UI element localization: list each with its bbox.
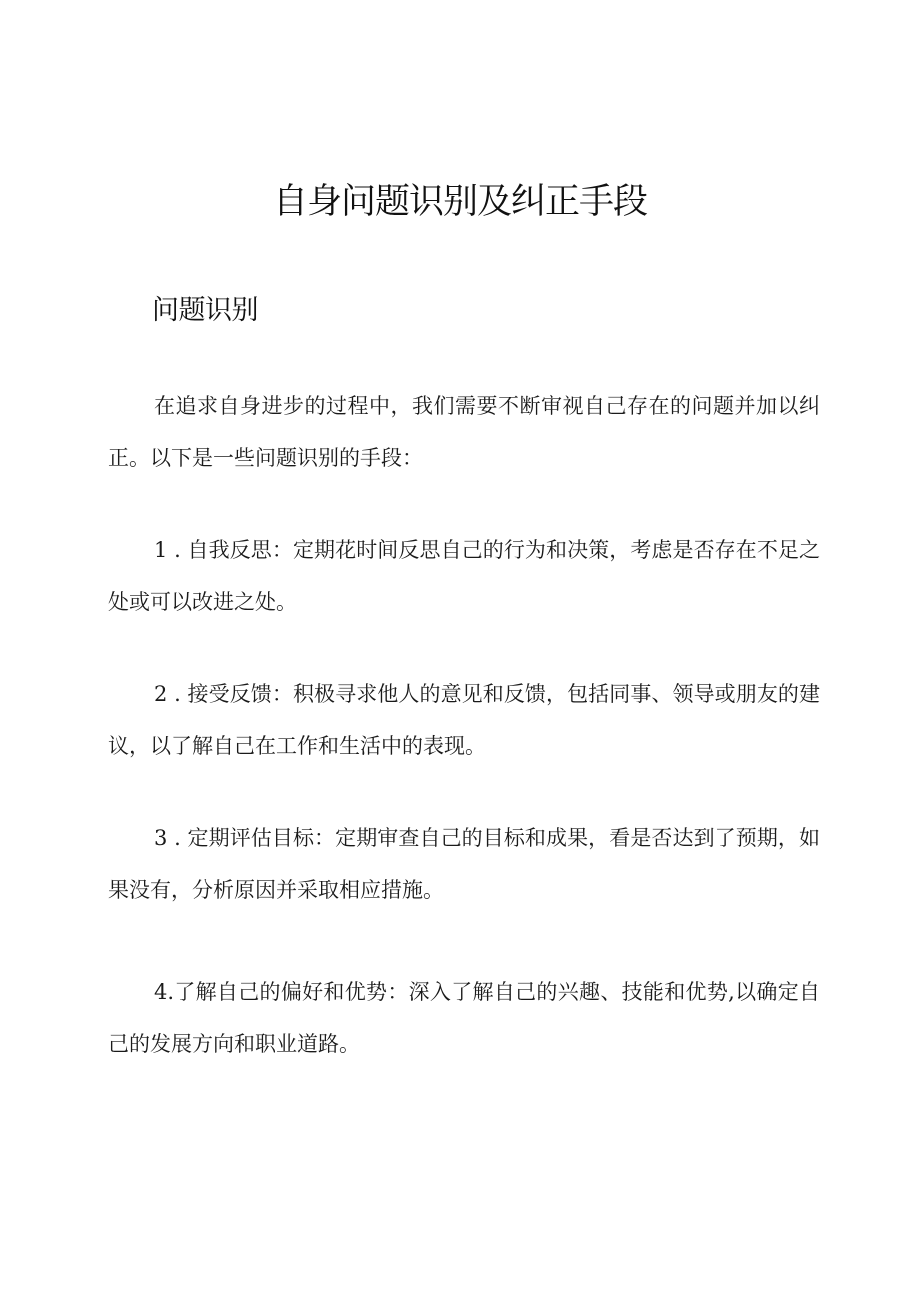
list-item-accept-feedback: 2 . 接受反馈：积极寻求他人的意见和反馈，包括同事、领导或朋友的建议，以了解自己在工作和生活中的表现。 [108, 682, 820, 758]
list-item-evaluate-goals: 3 . 定期评估目标：定期审查自己的目标和成果，看是否达到了预期，如果没有，分析原因并采取相应措施。 [108, 826, 820, 902]
section-heading: 问题识别 [152, 295, 258, 326]
list-item-self-reflection: 1 . 自我反思：定期花时间反思自己的行为和决策，考虑是否存在不足之处或可以改进之处。 [108, 538, 820, 614]
list-item-know-strengths: 4.了解自己的偏好和优势：深入了解自己的兴趣、技能和优势,以确定自己的发展方向和职业道路。 [108, 980, 820, 1056]
intro-paragraph: 在追求自身进步的过程中，我们需要不断审视自己存在的问题并加以纠正。以下是一些问题识别的手段： [108, 394, 820, 470]
page-title: 自身问题识别及纠正手段 [272, 182, 647, 222]
